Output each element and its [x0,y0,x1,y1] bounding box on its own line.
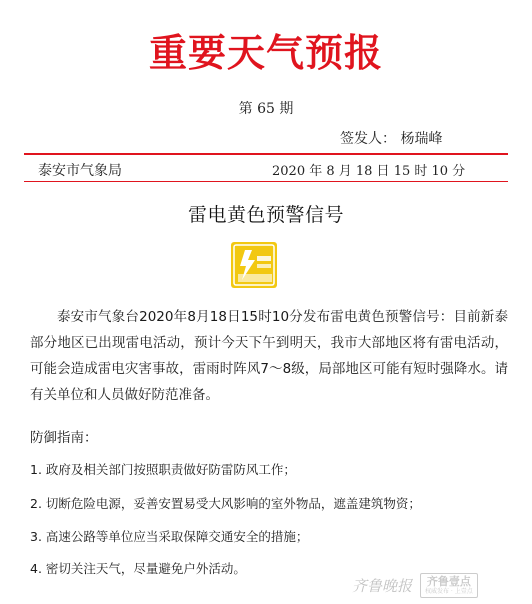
guide-item: 4. 密切关注天气，尽量避免户外活动。 [30,561,246,576]
guide-item: 2. 切断危险电源，妥善安置易受大风影响的室外物品，遮盖建筑物资； [30,496,421,511]
header-rule-bottom [24,181,508,182]
thunder-yellow-warning-icon [231,242,277,288]
guide-item: 1. 政府及相关部门按照职责做好防雷防风工作； [30,462,296,477]
watermark-text: 齐鲁晚报 [352,576,413,595]
watermark [352,571,528,599]
signal-title: 雷电黄色预警信号 [187,204,344,226]
guide-heading: 防御指南： [30,430,98,446]
announcement-paragraph: 泰安市气象台2020年8月18日15时10分发布雷电黄色预警信号：目前新泰部分地区已出现雷电活动，预计今天下午到明天，我市大部地区将有雷电活动，可能会造成雷电灾害事故，雷雨时阵风7～8级，局部地区可能有短时强降水。请有关单位和人员做好防范准备。 [30,309,508,403]
watermark-logo-title: 齐鲁壹点 [426,574,471,588]
issue-number: 第 65 期 [238,101,294,117]
watermark-logo [420,573,478,598]
issue-datetime: 2020 年 8 月 18 日 15 时 10 分 [272,164,466,179]
watermark-logo-subtitle: 权威发布 · 上壹点 [425,587,473,595]
issuing-agency: 泰安市气象局 [38,163,122,179]
guide-item: 3. 高速公路等单位应当采取保障交通安全的措施； [30,529,309,544]
document-title: 重要天气预报 [148,31,383,75]
header-rule-top [24,153,508,155]
signer: 签发人： 杨瑞峰 [340,131,443,147]
